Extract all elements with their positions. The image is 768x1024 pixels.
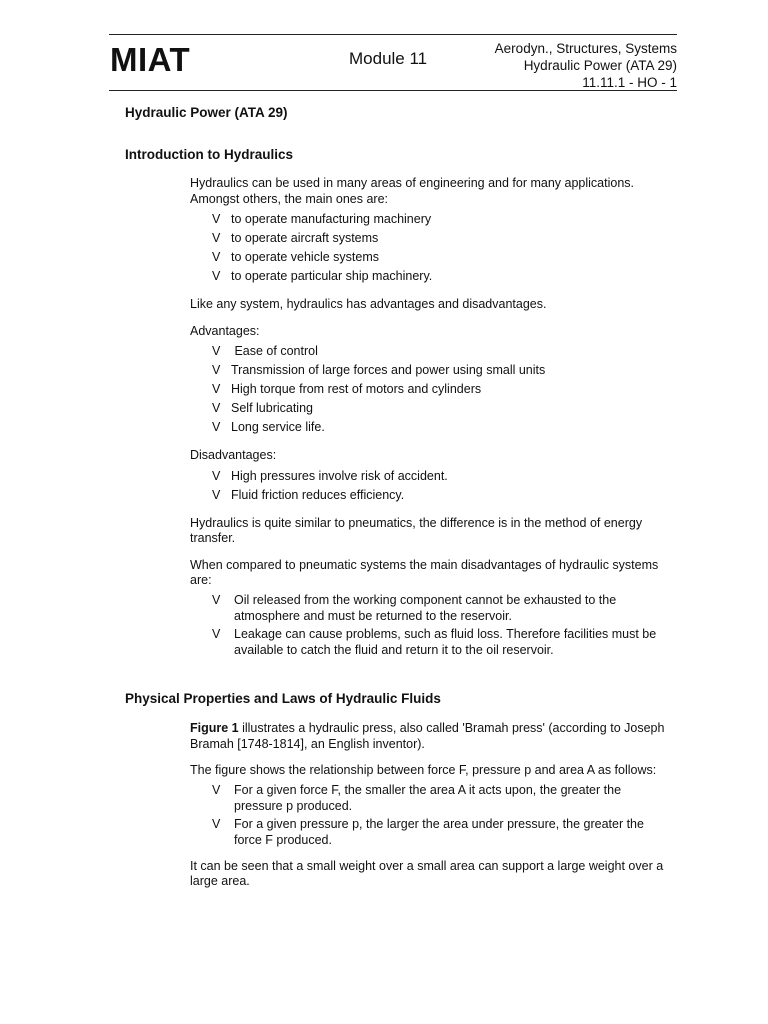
bullet-glyph: V	[212, 363, 221, 377]
list-item: V to operate vehicle systems	[212, 248, 670, 267]
list-item: V Transmission of large forces and power using small units	[212, 361, 670, 380]
advantages-list	[190, 342, 670, 437]
page-title: Hydraulic Power (ATA 29)	[125, 105, 288, 120]
header-info	[495, 40, 677, 91]
list-item: V For a given force F, the smaller the area A it acts upon, the greater the pressure p produced.	[212, 782, 622, 813]
list-item: V High torque from rest of motors and cylinders	[212, 380, 670, 399]
list-item: V to operate aircraft systems	[212, 229, 670, 248]
bullet-glyph: V	[212, 344, 221, 358]
header-topic: Hydraulic Power (ATA 29)	[523, 58, 677, 73]
header-page-code: 11.11.1 - HO - 1	[582, 75, 677, 90]
list-item: V to operate manufacturing machinery	[212, 210, 670, 229]
section-heading-physical: Physical Properties and Laws of Hydraulic Fluids	[125, 691, 441, 706]
bullet-glyph: V	[212, 250, 221, 264]
like-any-paragraph: Like any system, hydraulics has advantages and disadvantages.	[190, 297, 547, 311]
bullet-glyph: V	[212, 382, 221, 396]
list-item: V to operate particular ship machinery.	[212, 267, 670, 286]
header-top-rule	[109, 34, 677, 35]
miat-logo: MIAT	[110, 41, 191, 78]
list-item: V Leakage can cause problems, such as fluid loss. Therefore facilities must be available to catch the fluid and return it to the oil reservoir.	[212, 626, 657, 657]
section-physical-body	[190, 721, 670, 901]
disadvantages-label: Disadvantages:	[190, 448, 277, 462]
bullet-glyph: V	[212, 626, 221, 641]
section-intro-body	[190, 176, 670, 669]
bullet-glyph: V	[212, 816, 221, 831]
closing-paragraph: It can be seen that a small weight over a small area can support a large weight over a large area.	[190, 858, 664, 888]
relationship-paragraph: The figure shows the relationship between force F, pressure p and area A as follows:	[190, 763, 657, 777]
list-item: V Long service life.	[212, 418, 670, 437]
list-item: V For a given pressure p, the larger the area under pressure, the greater the force F produced.	[212, 816, 644, 847]
figure-paragraph: Figure 1 illustrates a hydraulic press, also called 'Bramah press' (according to Joseph Bramah [1748-1814], an English inventor).	[190, 721, 665, 751]
bullet-glyph: V	[212, 231, 221, 245]
bullet-glyph: V	[212, 487, 221, 502]
list-item: V Fluid friction reduces efficiency.	[212, 486, 670, 505]
intro-paragraph: Hydraulics can be used in many areas of engineering and for many applications. Amongst others, the main ones are:	[190, 176, 635, 206]
list-item: V Self lubricating	[212, 399, 670, 418]
bullet-glyph: V	[212, 420, 221, 434]
bullet-glyph: V	[212, 782, 221, 797]
bullet-glyph: V	[212, 592, 221, 607]
section-heading-intro: Introduction to Hydraulics	[125, 147, 294, 162]
list-item: V Ease of control	[212, 342, 670, 361]
module-label: Module 11	[349, 49, 428, 68]
compared-list	[190, 592, 670, 658]
relationship-list	[190, 782, 670, 848]
header-subject: Aerodyn., Structures, Systems	[494, 41, 677, 56]
figure-reference: Figure 1	[190, 721, 239, 735]
bullet-glyph: V	[212, 212, 221, 226]
bullet-glyph: V	[212, 401, 221, 415]
bullet-glyph: V	[212, 468, 221, 483]
header-bottom-rule	[109, 90, 677, 91]
disadvantages-list	[190, 467, 670, 505]
advantages-label: Advantages:	[190, 323, 260, 338]
list-item: V Oil released from the working component cannot be exhausted to the atmosphere and must be returned to the reservoir.	[212, 592, 617, 623]
similar-paragraph: Hydraulics is quite similar to pneumatics, the difference is in the method of energy transfer.	[190, 515, 643, 545]
uses-list	[190, 210, 670, 286]
compared-paragraph: When compared to pneumatic systems the main disadvantages of hydraulic systems are:	[190, 557, 659, 587]
list-item: V High pressures involve risk of accident.	[212, 467, 670, 486]
bullet-glyph: V	[212, 269, 221, 283]
